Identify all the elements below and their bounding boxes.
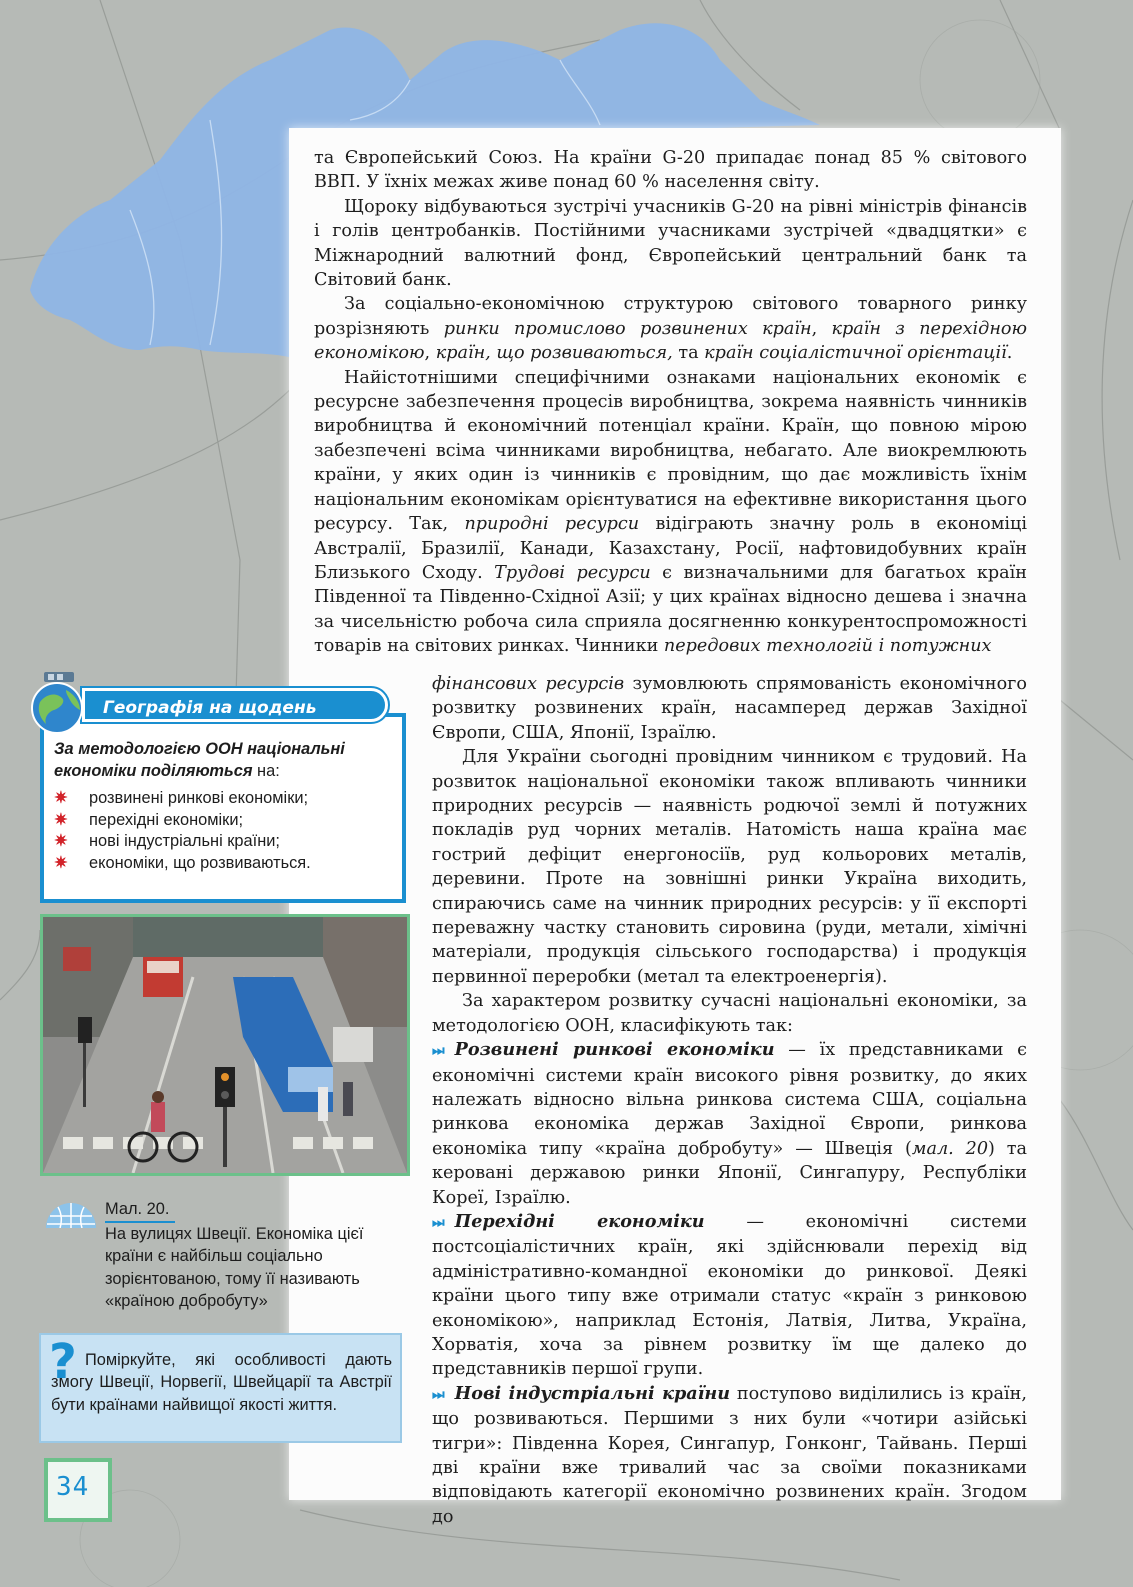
fast-forward-icon: ⏭	[432, 1043, 445, 1060]
info-box-heading: Географія на щодень	[82, 688, 388, 722]
question-text: Поміркуйте, які особливості дають змогу Швеції, Норвегії, Швейцарії та Австрії бути країнами найвищої якості життя.	[51, 1351, 392, 1414]
fast-forward-icon: ⏭	[432, 1386, 445, 1403]
figure-label: Мал. 20.	[105, 1198, 175, 1223]
list-item: ⏭ Розвинені ринкові економіки — їх представниками є економічні системи країн високого рівня розвитку, до яких належать відносно вільна ринкова система США, соціальна ринкова економіка держав Західної Європи, ринкова економіка типу «країна добробуту» — Швеція (мал. 20) та керовані державою ринки Японії, Сингапуру, Республіки Кореї, Ізраїлю.	[432, 1039, 1028, 1208]
question-box	[39, 1333, 402, 1443]
list-item: ⏭ Нові індустріальні країни поступово виділились із країн, що розвиваються. Першими з них були «чотири азійські тигри»: Південна Корея, Сингапур, Гонконг, Тайвань. Перші дві країни вже тривалий час за своїми показниками відповідають категорії економічно розвинених країн. Згодом до	[432, 1382, 1027, 1527]
info-box	[40, 713, 406, 903]
fast-forward-icon: ⏭	[432, 1214, 445, 1231]
globe-icon	[26, 672, 88, 734]
asterisk-icon: ✷	[54, 789, 68, 807]
globe-line-icon	[42, 1194, 100, 1228]
figure-caption-text: На вулицях Швеції. Економіка цієї країни є найбільш соціально зорієнтованою, тому її називають «країною добробуту»	[105, 1224, 364, 1311]
list-item: ✷ економіки, що розвиваються.	[54, 853, 394, 875]
asterisk-icon: ✷	[54, 832, 68, 850]
question-mark-icon: ?	[49, 1334, 77, 1390]
paragraph: Щороку відбуваються зустрічі учасників G-20 на рівні міністрів фінансів і голів центробанків. Постійними учасниками зустрічей «двадцятки» є Міжнародний валютний фонд, Європейський центральний банк та Світовий банк.	[314, 196, 1027, 291]
main-text-right	[432, 672, 1027, 1529]
page-number-box	[44, 1458, 112, 1522]
asterisk-icon: ✷	[54, 853, 68, 872]
list-item: ✷ перехідні економіки;	[54, 810, 394, 832]
info-list	[54, 788, 394, 874]
asterisk-icon: ✷	[54, 810, 68, 829]
paragraph: За характером розвитку сучасні національні економіки, за методологією ООН, класифікують так:	[432, 991, 1027, 1036]
page-number: 34	[56, 1472, 90, 1502]
paragraph: та Європейський Союз. На країни G-20 припадає понад 85 % світового ВВП. У їхніх межах живе понад 60 % населення світу.	[314, 148, 1027, 193]
street-photo	[40, 914, 410, 1176]
list-item: ✷ розвинені ринкові економіки;	[54, 788, 394, 810]
list-item: ⏭ Перехідні економіки — економічні системи постсоціалістичних країн, які здійснювали перехід від адміністративно-командної економіки до ринкової. Деякі країни цього типу вже отримали статус «країн з ринковою економікою», наприклад Естонія, Латвія, Литва, Україна, Хорватія, хоча за рівнем розвитку їм ще далеко до представників першої групи.	[432, 1210, 1027, 1380]
paragraph: За соціально-економічною структурою світового товарного ринку розрізняють ринки промислово розвинених країн, країн з перехідною економікою, країн, що розвиваються, та країн соціалістичної орієнтації.	[314, 294, 1027, 364]
figure-caption	[105, 1198, 415, 1313]
paragraph: Найістотнішими специфічними ознаками національних економік є ресурсне забезпечення процесів виробництва, зокрема наявність чинників виробництва й економічний потенціал країни. Країн, що повною мірою забезпечені всіма чинниками виробництва, небагато. Але виокремлюють країни, у яких один із чинників є провідним, що дає можливість їхнім національним економікам орієнтуватися на ефективне використання цього ресурсу. Так, природні ресурси відіграють значну роль в економіці Австралії, Бразилії, Канади, Казахстану, Росії, нафтовидобувних країн Близького Сходу. Трудові ресурси є визначальними для багатьох країн Південної та Південно-Східної Азії; у цих країнах відносно дешева і значна за чисельністю робоча сила сприяла досягненню конкурентоспроможності товарів на світових ринках. Чинники передових технологій і потужних	[314, 367, 1028, 657]
list-item: ✷ нові індустріальні країни;	[54, 831, 394, 853]
info-box-body	[54, 739, 394, 874]
main-text-top	[314, 146, 1027, 659]
paragraph: Для України сьогодні провідним чинником є трудовий. На розвиток національної економіки також впливають чинники природних ресурсів — наявність родючої землі й потужних покладів руд чорних металів. Натомість наша країна має гострий дефіцит енергоносіїв, руд кольорових металів, деревини. Проте на зовнішні ринки Україна виходить, спираючись саме на чинник природних ресурсів: у її експорті переважну частку становить сировина (руди, метали, хімічні матеріали, продукція сільського господарства) і продукція первинної переробки (метал та електроенергія).	[432, 747, 1027, 987]
info-lead: За методологією ООН національні економіки поділяються на:	[54, 740, 345, 780]
paragraph: фінансових ресурсів зумовлюють спрямованість економічного розвитку розвинених країн, насамперед держав Західної Європи, США, Японії, Ізраїлю.	[432, 674, 1027, 743]
